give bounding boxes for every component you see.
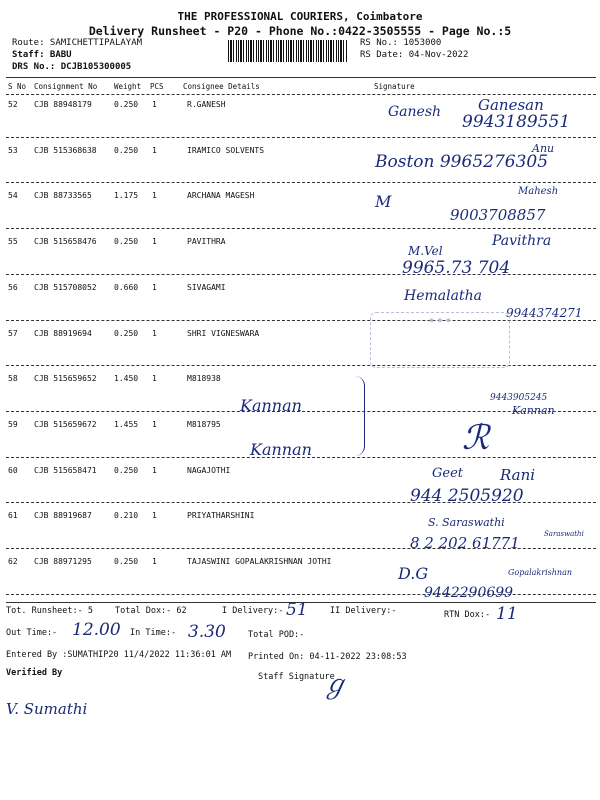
- row-weight: 1.455: [114, 419, 139, 429]
- row-consignment-no: CJB 515658476: [34, 237, 97, 247]
- page-title: THE PROFESSIONAL COURIERS, Coimbatore: [177, 10, 423, 23]
- row-weight: 1.450: [114, 374, 139, 384]
- row-consignee: ARCHANA MAGESH: [187, 191, 255, 201]
- row-consignee: M818938: [187, 374, 221, 384]
- total-dox: Total Dox:- 62: [115, 606, 187, 616]
- signature-54-name: Mahesh: [518, 186, 559, 197]
- row-divider: [6, 182, 596, 183]
- in-time-label: In Time:-: [130, 628, 177, 638]
- verified-by-label: Verified By: [6, 668, 63, 678]
- row-pcs: 1: [152, 100, 157, 109]
- row-pcs: 1: [152, 282, 157, 292]
- staff-signature-label: Staff Signature: [258, 672, 335, 682]
- signature-58-name2: Kannan: [512, 404, 555, 417]
- col-signature: Signature: [374, 82, 415, 91]
- entered-by: Entered By :SUMATHIP20 11/4/2022 11:36:01 AM: [6, 650, 232, 660]
- row-consignee: PRIYATHARSHINI: [187, 511, 255, 521]
- signature-62-initials: D.G: [398, 564, 429, 583]
- rs-date: RS Date: 04-Nov-2022: [360, 50, 469, 60]
- row-consignment-no: CJB 515368638: [34, 145, 97, 155]
- col-pcs: PCS: [150, 82, 164, 91]
- row-consignment-no: CJB 88919694: [34, 328, 92, 338]
- row-sno: 56: [8, 282, 18, 292]
- row-pcs: 1: [152, 419, 157, 429]
- row-consignee: IRAMICO SOLVENTS: [187, 145, 265, 155]
- col-consignee: Consignee Details: [183, 82, 260, 91]
- row-weight: 0.250: [114, 465, 139, 475]
- row-consignment-no: CJB 515659672: [34, 419, 97, 429]
- i-delivery-value: 51: [286, 600, 308, 620]
- printed-on: Printed On: 04-11-2022 23:08:53: [248, 652, 407, 662]
- row-weight: 0.250: [114, 100, 139, 109]
- i-delivery-label: I Delivery:-: [222, 606, 284, 616]
- row-pcs: 1: [152, 557, 157, 566]
- row-consignee: TAJASWINI GOPALAKRISHNAN JOTHI: [187, 557, 332, 566]
- verified-by-signature: V. Sumathi: [6, 700, 88, 718]
- row-consignment-no: CJB 515658471: [34, 465, 97, 475]
- row-pcs: 1: [152, 237, 157, 247]
- staff-signature-mark: ℊ: [322, 670, 349, 700]
- ii-delivery-label: II Delivery:-: [330, 606, 397, 616]
- row-weight: 0.250: [114, 237, 139, 247]
- signature-53-name: Anu: [532, 142, 555, 155]
- header-bottom-rule: [6, 94, 596, 95]
- row-consignment-no: CJB 88971295: [34, 557, 92, 566]
- row-consignee: SHRI VIGNESWARA: [187, 328, 260, 338]
- row-pcs: 1: [152, 511, 157, 521]
- company-stamp: ◉ ◉ ◉: [370, 312, 510, 368]
- signature-55-name: Pavithra: [492, 233, 552, 249]
- row-weight: 0.250: [114, 557, 139, 566]
- signature-56-phone: 9944374271: [506, 306, 583, 320]
- col-consignment: Consignment No: [34, 82, 98, 91]
- col-sno: S No: [8, 82, 27, 91]
- row-weight: 0.250: [114, 328, 139, 338]
- signature-58-scribble: ℛ: [462, 418, 490, 458]
- row-pcs: 1: [152, 374, 157, 384]
- row-sno: 55: [8, 237, 18, 247]
- signature-52-name2: Ganesan: [478, 96, 544, 114]
- signature-52-name: Ganesh: [388, 104, 442, 120]
- tot-runsheet: Tot. Runsheet:- 5: [6, 606, 93, 616]
- row-weight: 0.210: [114, 511, 139, 521]
- row-sno: 58: [8, 374, 18, 384]
- row-consignee: R.GANESH: [187, 100, 226, 109]
- header-top-rule: [6, 77, 596, 78]
- row-consignee: NAGAJOTHI: [187, 465, 231, 475]
- row-weight: 0.660: [114, 282, 139, 292]
- row-pcs: 1: [152, 191, 157, 201]
- route-label: Route: SAMICHETTIPALAYAM: [12, 38, 143, 48]
- signature-59-name: Kannan: [250, 440, 312, 459]
- bracket-mark: [352, 376, 365, 456]
- row-consignment-no: CJB 515659652: [34, 374, 97, 384]
- out-time-label: Out Time:-: [6, 628, 58, 638]
- row-consignment-no: CJB 88919687: [34, 511, 92, 521]
- signature-55-initials: M.Vel: [408, 244, 443, 258]
- signature-61-name: S. Saraswathi: [428, 516, 505, 529]
- row-sno: 62: [8, 557, 18, 566]
- rtn-dox-value: 11: [496, 604, 518, 624]
- signature-58-phone: 9443905245: [490, 393, 548, 403]
- row-weight: 1.175: [114, 191, 139, 201]
- row-divider: [6, 137, 596, 138]
- signature-60-initials: Geet: [432, 466, 463, 481]
- out-time-value: 12.00: [72, 620, 121, 640]
- rtn-dox-label: RTN Dox:-: [444, 610, 491, 620]
- signature-62-name: Gopalakrishnan: [508, 568, 572, 577]
- row-sno: 57: [8, 328, 18, 338]
- row-sno: 61: [8, 511, 18, 521]
- row-sno: 59: [8, 419, 18, 429]
- signature-61-phone: 8 2 202 61771: [410, 534, 520, 552]
- col-weight: Weight: [114, 82, 142, 91]
- signature-60-name: Rani: [500, 466, 536, 484]
- row-sno: 53: [8, 145, 18, 155]
- signature-55-phone: 9965.73 704: [402, 258, 511, 278]
- row-weight: 0.250: [114, 145, 139, 155]
- row-consignee: M818795: [187, 419, 221, 429]
- signature-54-initial: M: [375, 192, 392, 211]
- row-consignment-no: CJB 515708052: [34, 282, 97, 292]
- row-consignment-no: CJB 88948179: [34, 100, 92, 109]
- signature-58-name: Kannan: [240, 396, 302, 415]
- total-pod-label: Total POD:-: [248, 630, 305, 640]
- signature-53-line: Boston 9965276305: [375, 152, 549, 172]
- barcode-image: [228, 40, 348, 62]
- row-consignment-no: CJB 88733565: [34, 191, 92, 201]
- signature-56-name: Hemalatha: [404, 288, 482, 304]
- staff-label: Staff: BABU: [12, 50, 72, 60]
- in-time-value: 3.30: [188, 622, 226, 642]
- row-pcs: 1: [152, 465, 157, 475]
- row-consignee: PAVITHRA: [187, 237, 226, 247]
- row-pcs: 1: [152, 328, 157, 338]
- rs-number: RS No.: 1053000: [360, 38, 442, 48]
- signature-60-phone: 944 2505920: [410, 486, 524, 506]
- row-consignee: SIVAGAMI: [187, 282, 226, 292]
- runsheet-subtitle: Delivery Runsheet - P20 - Phone No.:0422-3505555 - Page No.:5: [88, 24, 512, 38]
- signature-54-phone: 9003708857: [450, 206, 546, 224]
- signature-61-name2: Saraswathi: [544, 530, 584, 538]
- drs-number: DRS No.: DCJB105300005: [12, 62, 132, 72]
- row-divider: [6, 228, 596, 229]
- row-sno: 54: [8, 191, 18, 201]
- signature-62-phone: 9442290699: [424, 585, 514, 601]
- row-sno: 60: [8, 465, 18, 475]
- row-sno: 52: [8, 100, 18, 109]
- row-pcs: 1: [152, 145, 157, 155]
- signature-52-phone: 9943189551: [462, 112, 571, 132]
